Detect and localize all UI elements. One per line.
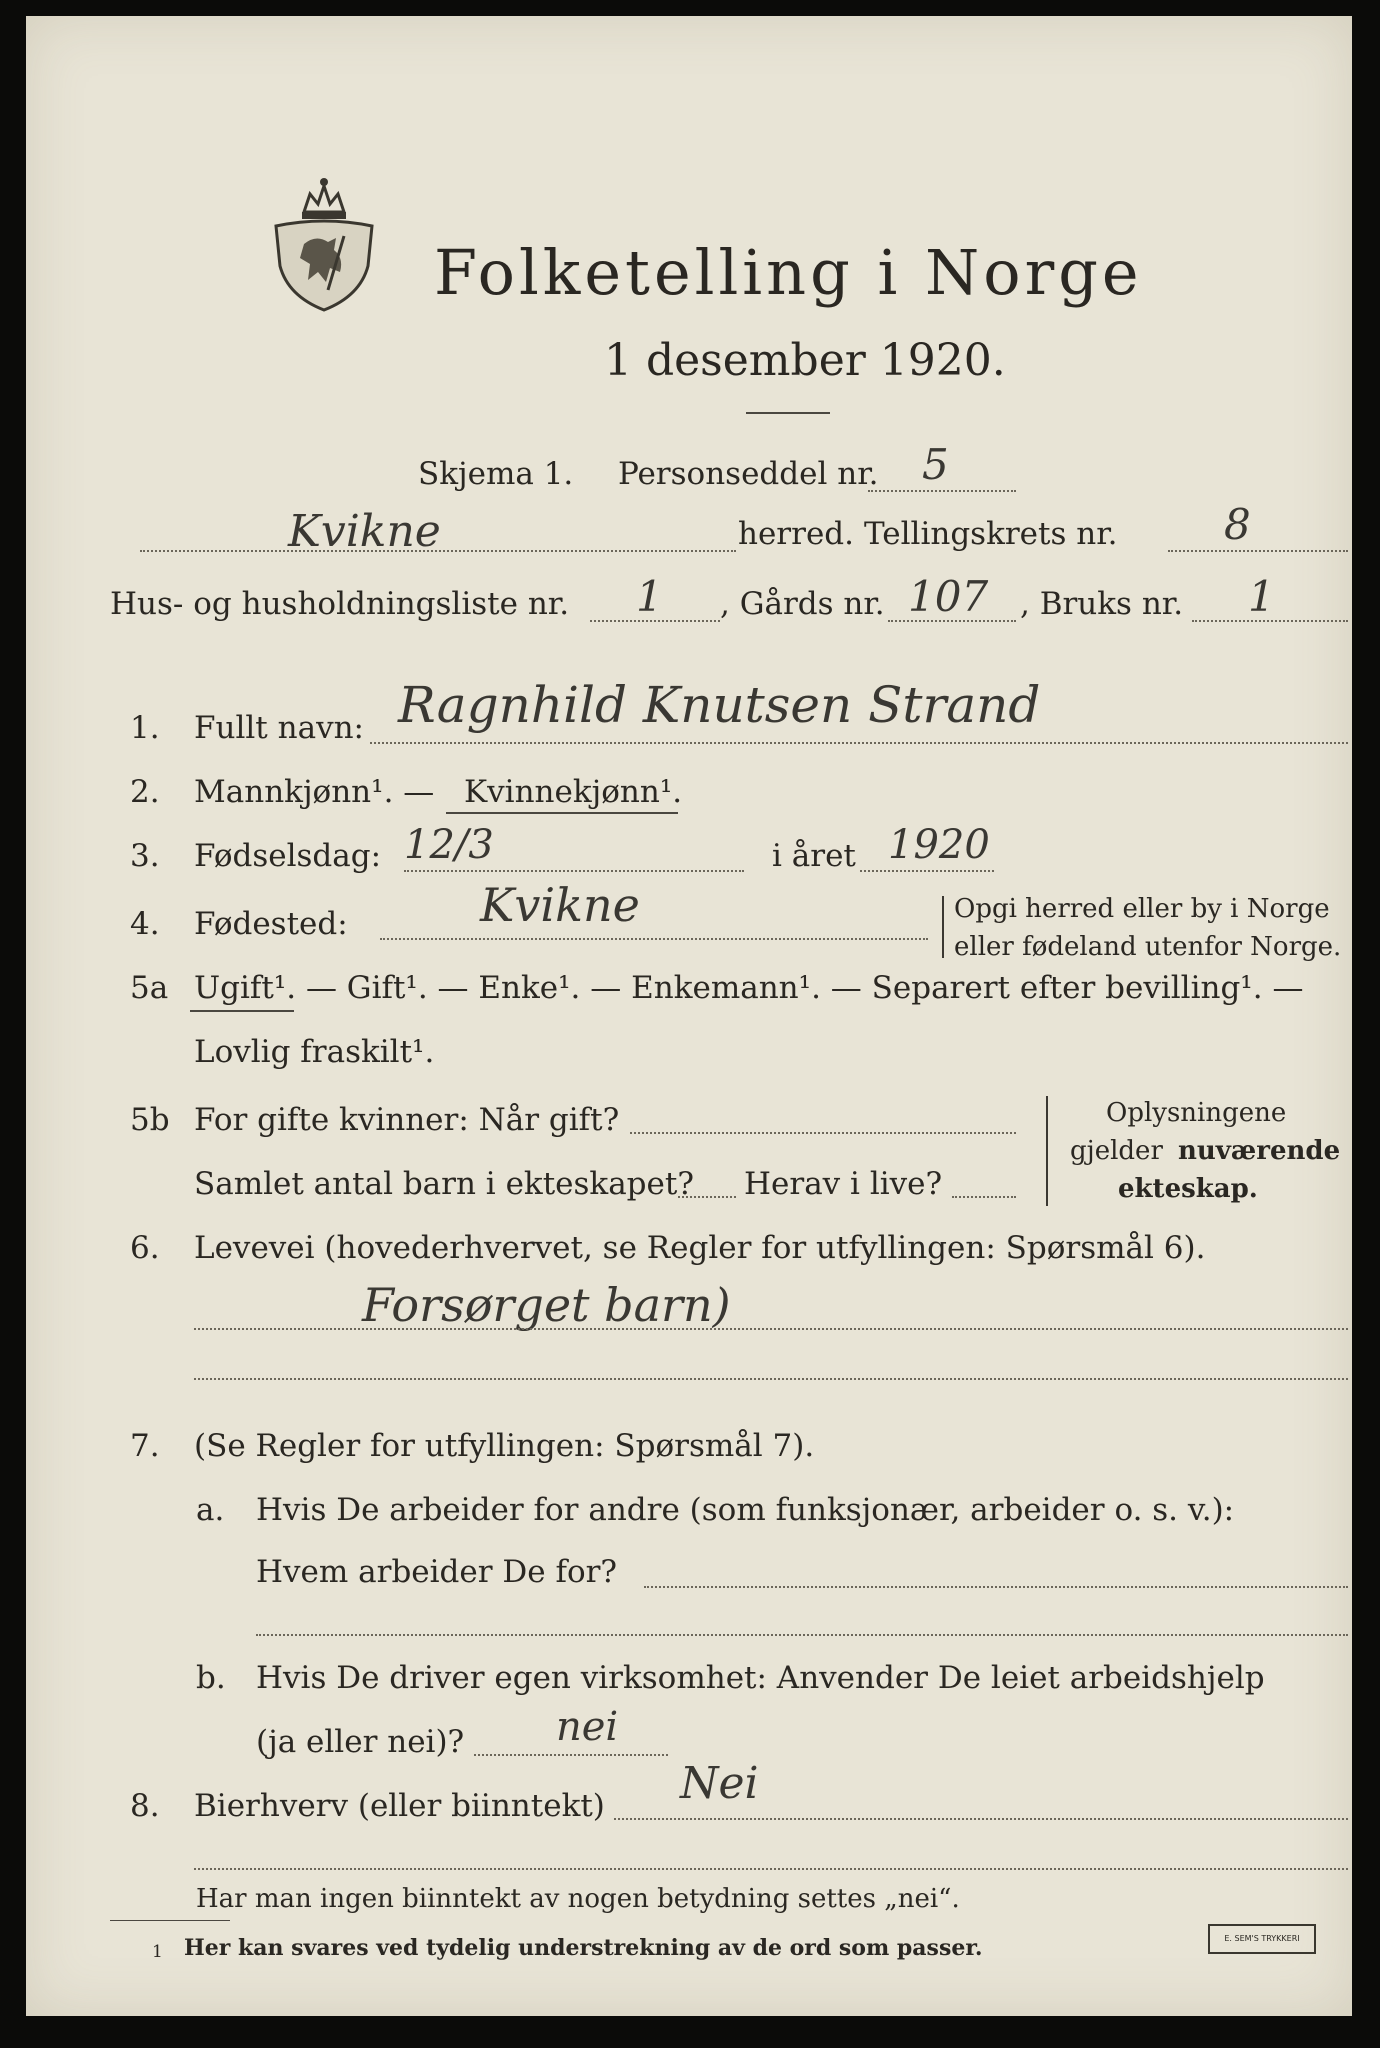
bruks-value: 1 [1248,572,1275,621]
q8-label: Bierhverv (eller biinntekt) [194,1788,605,1824]
q3-year-value: 1920 [888,822,990,868]
q5b-line1: For gifte kvinner: Når gift? [194,1102,620,1138]
q5b-line2a: Samlet antal barn i ekteskapet? [194,1166,694,1202]
q2-option-female: Kvinnekjønn¹. [464,774,683,810]
q3-year-line [860,870,994,872]
tellingskrets-label: Tellingskrets nr. [864,516,1118,552]
q5a-options: Ugift¹. — Gift¹. — Enke¹. — Enkemann¹. — Separert efter bevilling¹. — [194,970,1304,1006]
q8-value: Nei [680,1758,759,1809]
q7a-line2: Hvem arbeider De for? [256,1554,618,1590]
bruks-label: , Bruks nr. [1020,586,1184,622]
q3-value: 12/3 [404,822,494,868]
footer-note: Har man ingen biinntekt av nogen betydning settes „nei“. [196,1884,960,1914]
q7b-value: nei [556,1704,619,1750]
form-date: 1 desember 1920. [604,335,1006,386]
norwegian-coat-of-arms [264,172,384,312]
q8-answer-line1 [614,1818,1348,1820]
q5b-when-line [630,1132,1016,1134]
q5b-note-bracket [1046,1096,1048,1206]
q1-value: Ragnhild Knutsen Strand [398,676,1041,734]
q5a-number: 5a [130,970,169,1006]
q5b-note-line2a: gjelder [1070,1136,1163,1166]
q5b-note-line1: Oplysningene [1106,1098,1287,1128]
husliste-label: Hus- og husholdningsliste nr. [110,586,570,622]
census-form-sheet [26,16,1352,2016]
q1-label: Fullt navn: [194,710,364,746]
q7b-answer-line [474,1754,668,1756]
q8-number: 8. [130,1788,160,1824]
printer-mark [1208,1924,1316,1954]
footnote-text: Her kan svares ved tydelig understrekning av de ord som passer. [184,1935,983,1961]
q4-note-line2: eller fødeland utenfor Norge. [954,932,1342,962]
q5b-children-line [678,1196,736,1198]
q5b-note-line3: ekteskap. [1118,1174,1258,1204]
herred-value: Kvikne [288,506,441,557]
q4-line [380,938,928,940]
q3-year-label: i året [772,838,856,874]
q5a-ugift-underline [190,1010,294,1012]
herred-label: herred. [738,516,854,552]
q7a-answer-line2 [256,1634,1348,1636]
q6-value: Forsørget barn) [362,1278,731,1332]
footnote-mark: 1 [152,1942,163,1962]
q7a-letter: a. [196,1492,225,1528]
q4-number: 4. [130,906,160,942]
husliste-value: 1 [636,572,663,621]
gards-value: 107 [908,572,989,621]
q6-line1 [194,1328,1348,1330]
q4-note-bracket [942,896,944,958]
q7-number: 7. [130,1428,160,1464]
q4-label: Fødested: [194,906,348,942]
q7a-answer-line1 [644,1586,1348,1588]
q4-value: Kvikne [480,878,640,932]
q3-number: 3. [130,838,160,874]
skjema-label: Skjema 1. [418,456,574,492]
q5b-alive-line [952,1196,1016,1198]
tellingskrets-line [1168,550,1348,552]
q1-line [370,742,1348,744]
q5a-options-line2: Lovlig fraskilt¹. [194,1034,435,1070]
q5b-line2b: Herav i live? [744,1166,943,1202]
q7-label: (Se Regler for utfyllingen: Spørsmål 7). [194,1428,815,1464]
herred-line [140,550,736,552]
q7b-line2: (ja eller nei)? [256,1724,465,1760]
q4-note-line1: Opgi herred eller by i Norge [954,894,1330,924]
printer-mark-text: E. SEM'S TRYKKERI [1224,1934,1300,1943]
form-title: Folketelling i Norge [434,236,1143,309]
q6-number: 6. [130,1230,160,1266]
q2-option-male: Mannkjønn¹. — [194,774,435,810]
personseddel-line [868,490,1016,492]
q8-answer-line2 [194,1868,1348,1870]
q7b-line1: Hvis De driver egen virksomhet: Anvender De leiet arbeidshjelp [256,1660,1265,1696]
q5b-note-line2b: nuværende [1178,1136,1341,1166]
q2-number: 2. [130,774,160,810]
q6-label: Levevei (hovederhvervet, se Regler for utfyllingen: Spørsmål 6). [194,1230,1206,1266]
title-rule [746,412,830,414]
q2-female-underline [446,812,678,814]
q1-number: 1. [130,710,160,746]
tellingskrets-value: 8 [1224,500,1251,549]
q7b-letter: b. [196,1660,226,1696]
q6-line2 [194,1378,1348,1380]
q7a-line1: Hvis De arbeider for andre (som funksjonær, arbeider o. s. v.): [256,1492,1235,1528]
gards-label: , Gårds nr. [720,586,885,622]
personseddel-value: 5 [922,440,949,489]
q5b-number: 5b [130,1102,170,1138]
q3-line [404,870,744,872]
footnote-rule [110,1920,230,1921]
q3-label: Fødselsdag: [194,838,382,874]
personseddel-label: Personseddel nr. [618,456,879,492]
